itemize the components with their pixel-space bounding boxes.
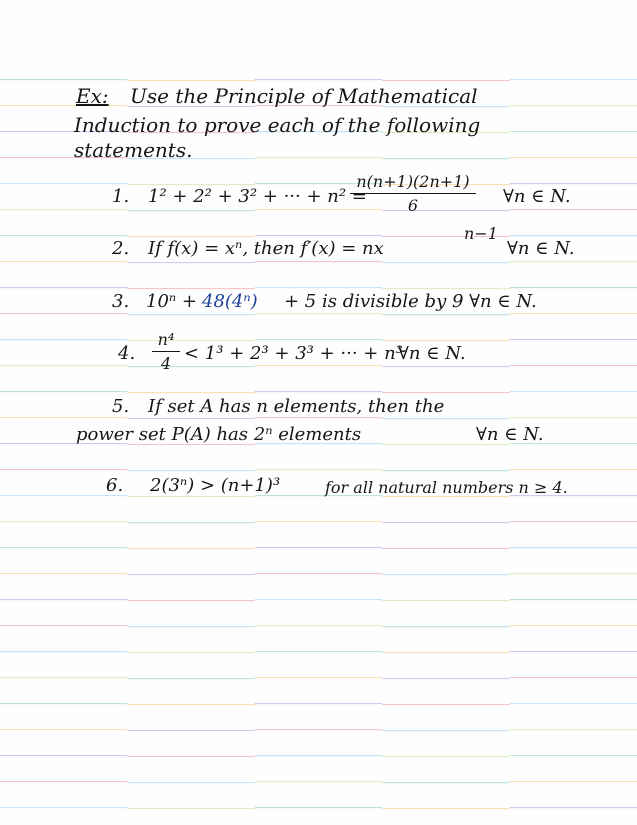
item-4-sum: < 1³ + 2³ + 3³ + ··· + n³ — [184, 343, 403, 364]
item-5-number: 5. — [112, 396, 130, 417]
item-1-sum: 1² + 2² + 3² + ··· + n² = — [148, 186, 367, 207]
item-3-blue-term: 48(4ⁿ) — [202, 291, 258, 312]
heading-line-3: statements. — [74, 138, 193, 162]
item-4-number: 4. — [118, 343, 136, 364]
item-6-tail: for all natural numbers n ≥ 4. — [325, 478, 568, 497]
item-5-line-1: If set A has n elements, then the — [148, 396, 445, 417]
item-4-quantifier: ∀n ∈ N. — [398, 343, 466, 364]
item-3-part-1: 10ⁿ + — [146, 291, 198, 312]
item-1-fraction-bar — [350, 193, 476, 194]
heading-line-2: Induction to prove each of the following — [74, 113, 481, 137]
item-4-fraction-bar — [152, 351, 180, 352]
item-1-number: 1. — [112, 186, 130, 207]
item-1-quantifier: ∀n ∈ N. — [503, 186, 571, 207]
item-2-exponent: n−1 — [464, 224, 498, 243]
item-6-inequality: 2(3ⁿ) > (n+1)³ — [150, 475, 281, 496]
item-6-number: 6. — [106, 475, 124, 496]
item-2-text: If f(x) = xⁿ, then f′(x) = nx — [148, 238, 384, 259]
example-label: Ex: — [76, 84, 109, 108]
item-3-number: 3. — [112, 291, 130, 312]
item-4-fraction-denominator: 4 — [160, 354, 172, 373]
item-4-fraction — [152, 330, 180, 373]
item-3-part-2: + 5 is divisible by 9 ∀n ∈ N. — [284, 291, 537, 312]
item-1-fraction — [350, 172, 476, 215]
item-4-fraction-numerator: n⁴ — [157, 330, 175, 349]
item-2-quantifier: ∀n ∈ N. — [507, 238, 575, 259]
item-1-fraction-denominator: 6 — [407, 196, 419, 215]
item-5-quantifier: ∀n ∈ N. — [476, 424, 544, 445]
item-5-line-2: power set P(A) has 2ⁿ elements — [76, 424, 362, 445]
item-1-fraction-numerator: n(n+1)(2n+1) — [356, 172, 470, 191]
heading-line-1: Use the Principle of Mathematical — [130, 84, 478, 108]
item-2-number: 2. — [112, 238, 130, 259]
